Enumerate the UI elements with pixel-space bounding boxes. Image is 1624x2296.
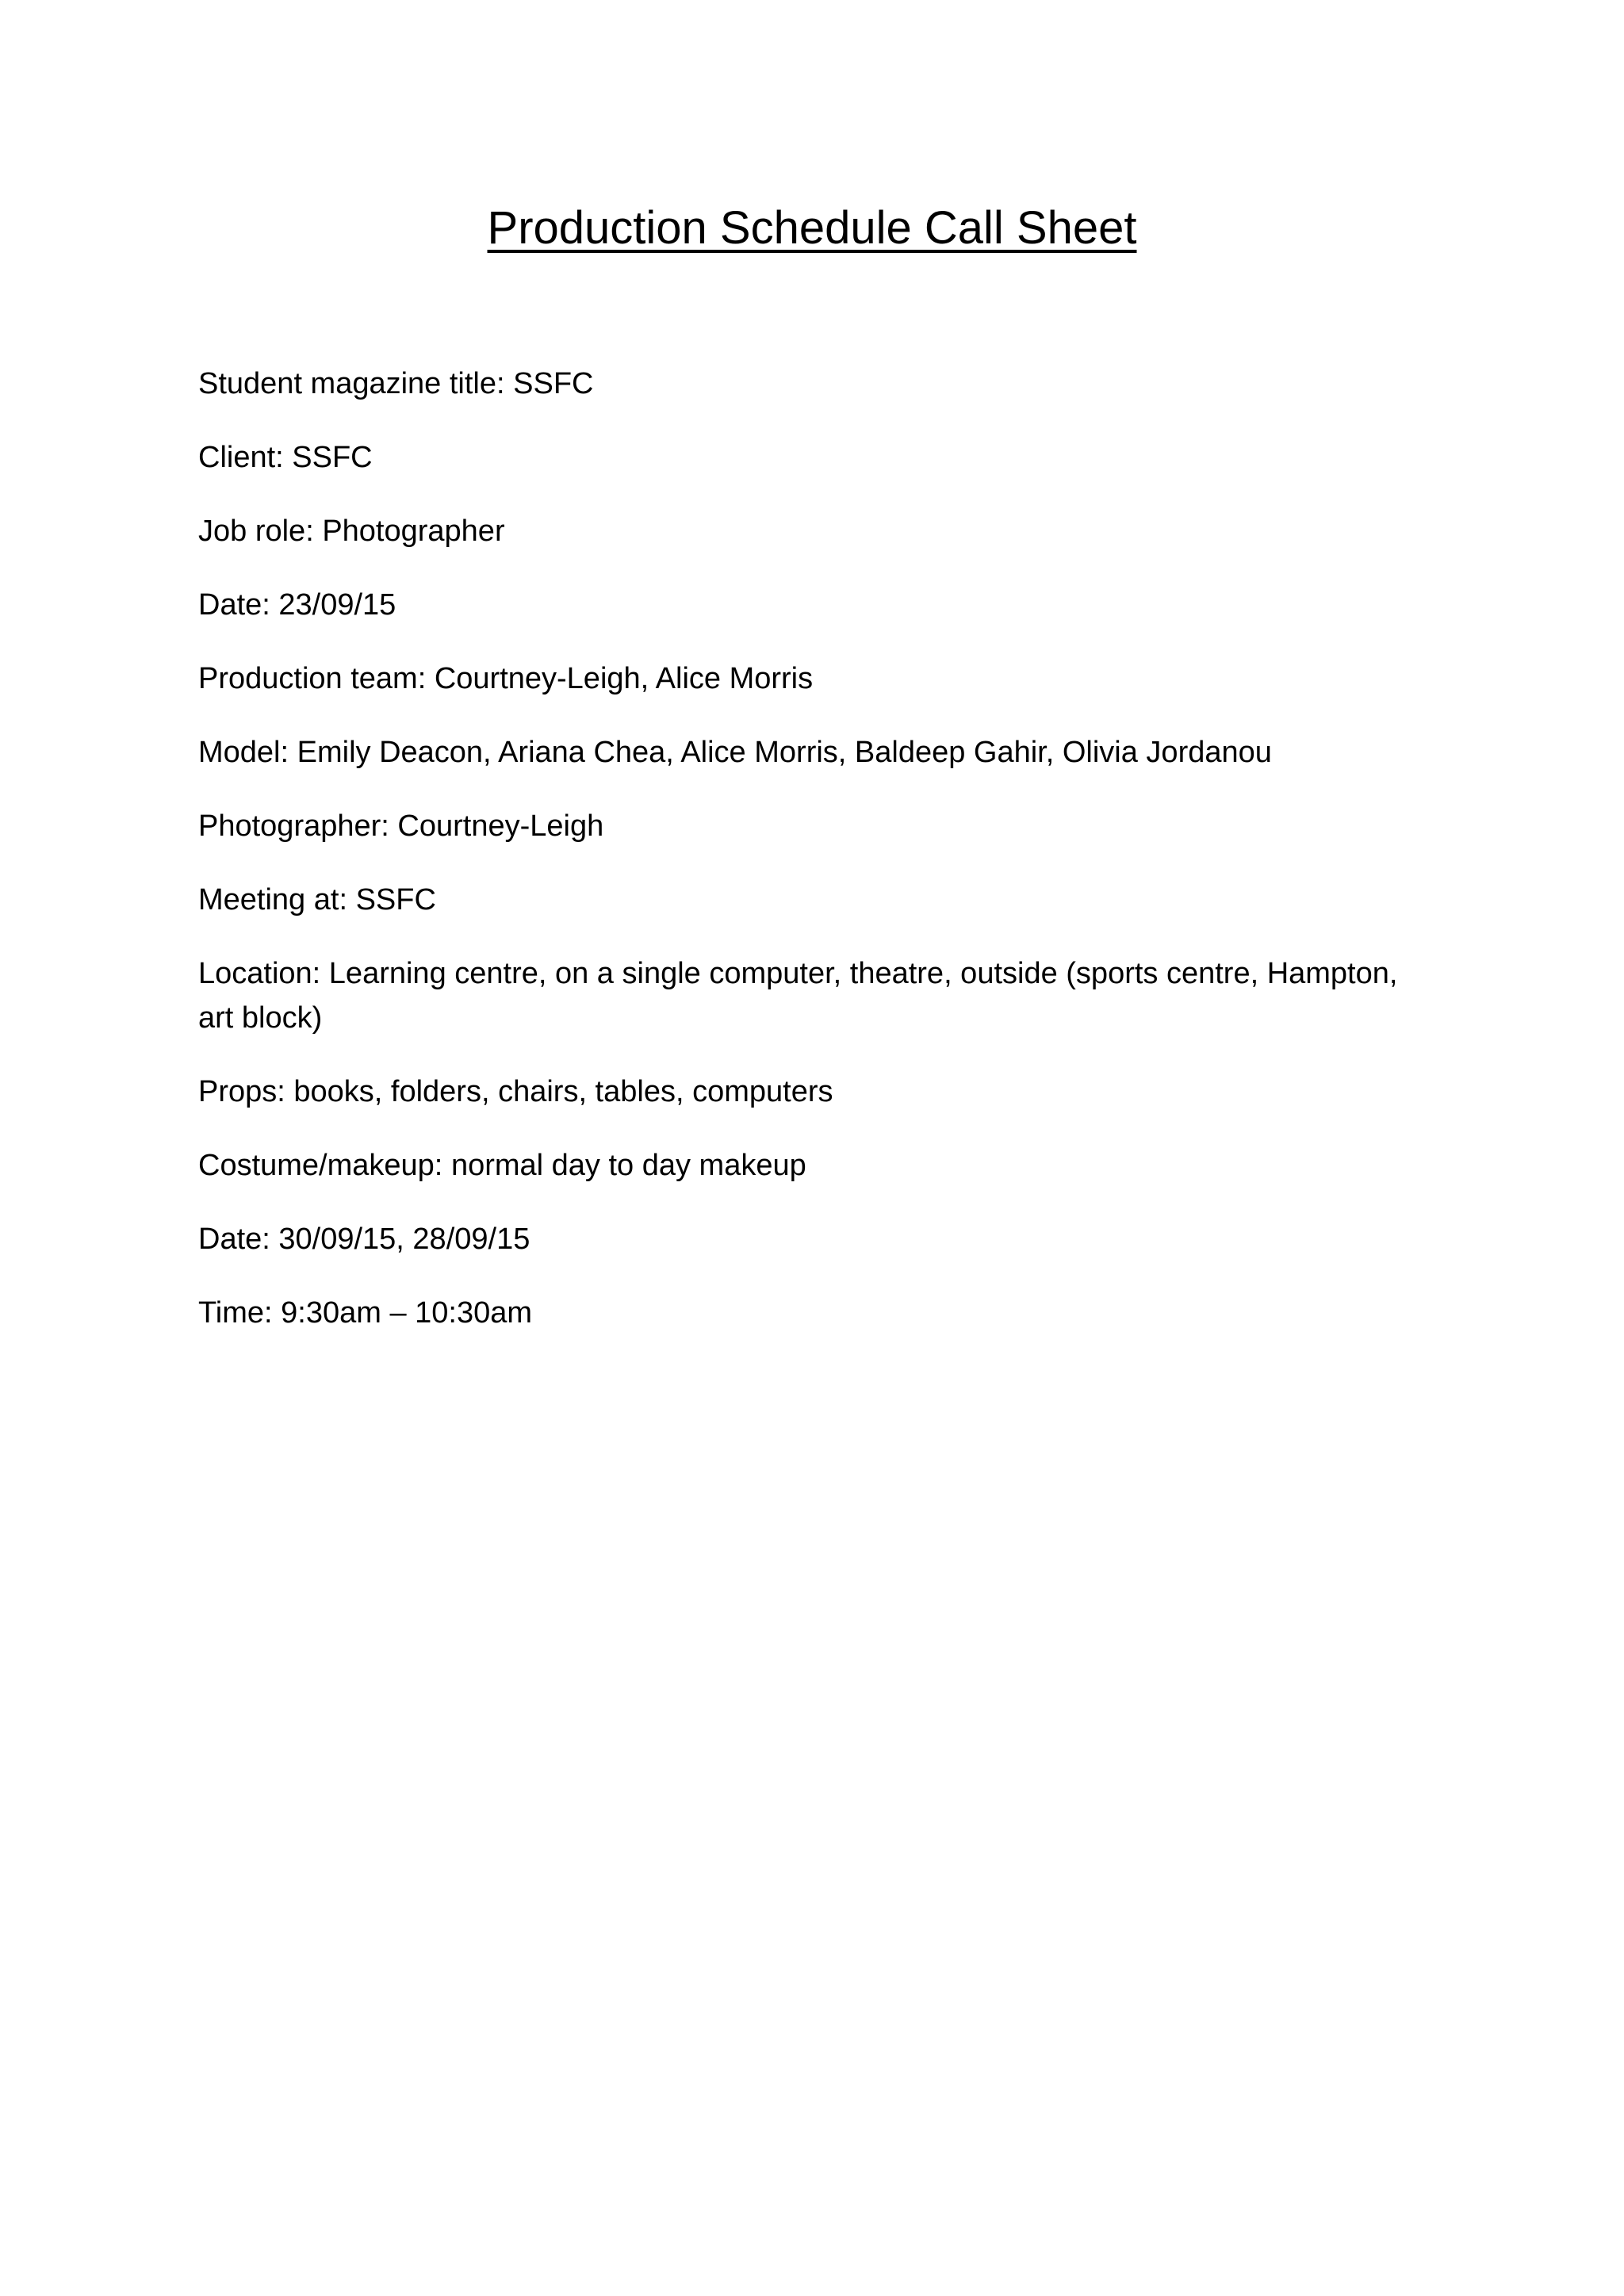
field-value: SSFC <box>292 441 373 474</box>
field-value: SSFC <box>355 883 436 916</box>
field-value: Courtney-Leigh, Alice Morris <box>434 662 814 695</box>
field-label: Costume/makeup: <box>198 1149 443 1182</box>
field-value: normal day to day makeup <box>450 1149 806 1182</box>
field-label: Student magazine title: <box>198 367 505 400</box>
field-label: Model: <box>198 736 289 769</box>
field-props <box>198 1070 1435 1114</box>
field-time <box>198 1291 1435 1335</box>
field-label: Date: <box>198 1223 270 1256</box>
field-label: Client: <box>198 441 284 474</box>
field-value: Photographer <box>322 515 505 548</box>
field-label: Photographer: <box>198 809 389 843</box>
field-label: Props: <box>198 1075 285 1108</box>
field-magazine-title <box>198 362 1435 406</box>
field-costume-makeup <box>198 1143 1435 1188</box>
field-value: 30/09/15, 28/09/15 <box>278 1223 530 1256</box>
field-value: 9:30am – 10:30am <box>281 1296 533 1330</box>
field-model <box>198 730 1435 775</box>
field-photographer <box>198 804 1435 848</box>
field-value: SSFC <box>513 367 594 400</box>
field-label: Meeting at: <box>198 883 347 916</box>
field-date <box>198 583 1435 627</box>
field-value: Emily Deacon, Ariana Chea, Alice Morris, Baldeep Gahir, Olivia Jordanou <box>297 736 1272 769</box>
field-label: Time: <box>198 1296 273 1330</box>
field-value: 23/09/15 <box>278 588 396 622</box>
field-production-team <box>198 656 1435 701</box>
field-label: Location: <box>198 957 321 990</box>
document-title: Production Schedule Call Sheet <box>487 202 1137 254</box>
field-location <box>198 951 1435 1040</box>
field-label: Date: <box>198 588 270 622</box>
field-shoot-dates <box>198 1217 1435 1261</box>
call-sheet-fields <box>198 362 1435 1364</box>
field-meeting-at <box>198 878 1435 922</box>
field-value: Courtney-Leigh <box>397 809 604 843</box>
field-label: Production team: <box>198 662 427 695</box>
field-label: Job role: <box>198 515 314 548</box>
field-value: Learning centre, on a single computer, theatre, outside (sports centre, Hampton, art block) <box>198 957 1398 1035</box>
field-client <box>198 435 1435 480</box>
field-job-role <box>198 509 1435 553</box>
field-value: books, folders, chairs, tables, computers <box>293 1075 833 1108</box>
